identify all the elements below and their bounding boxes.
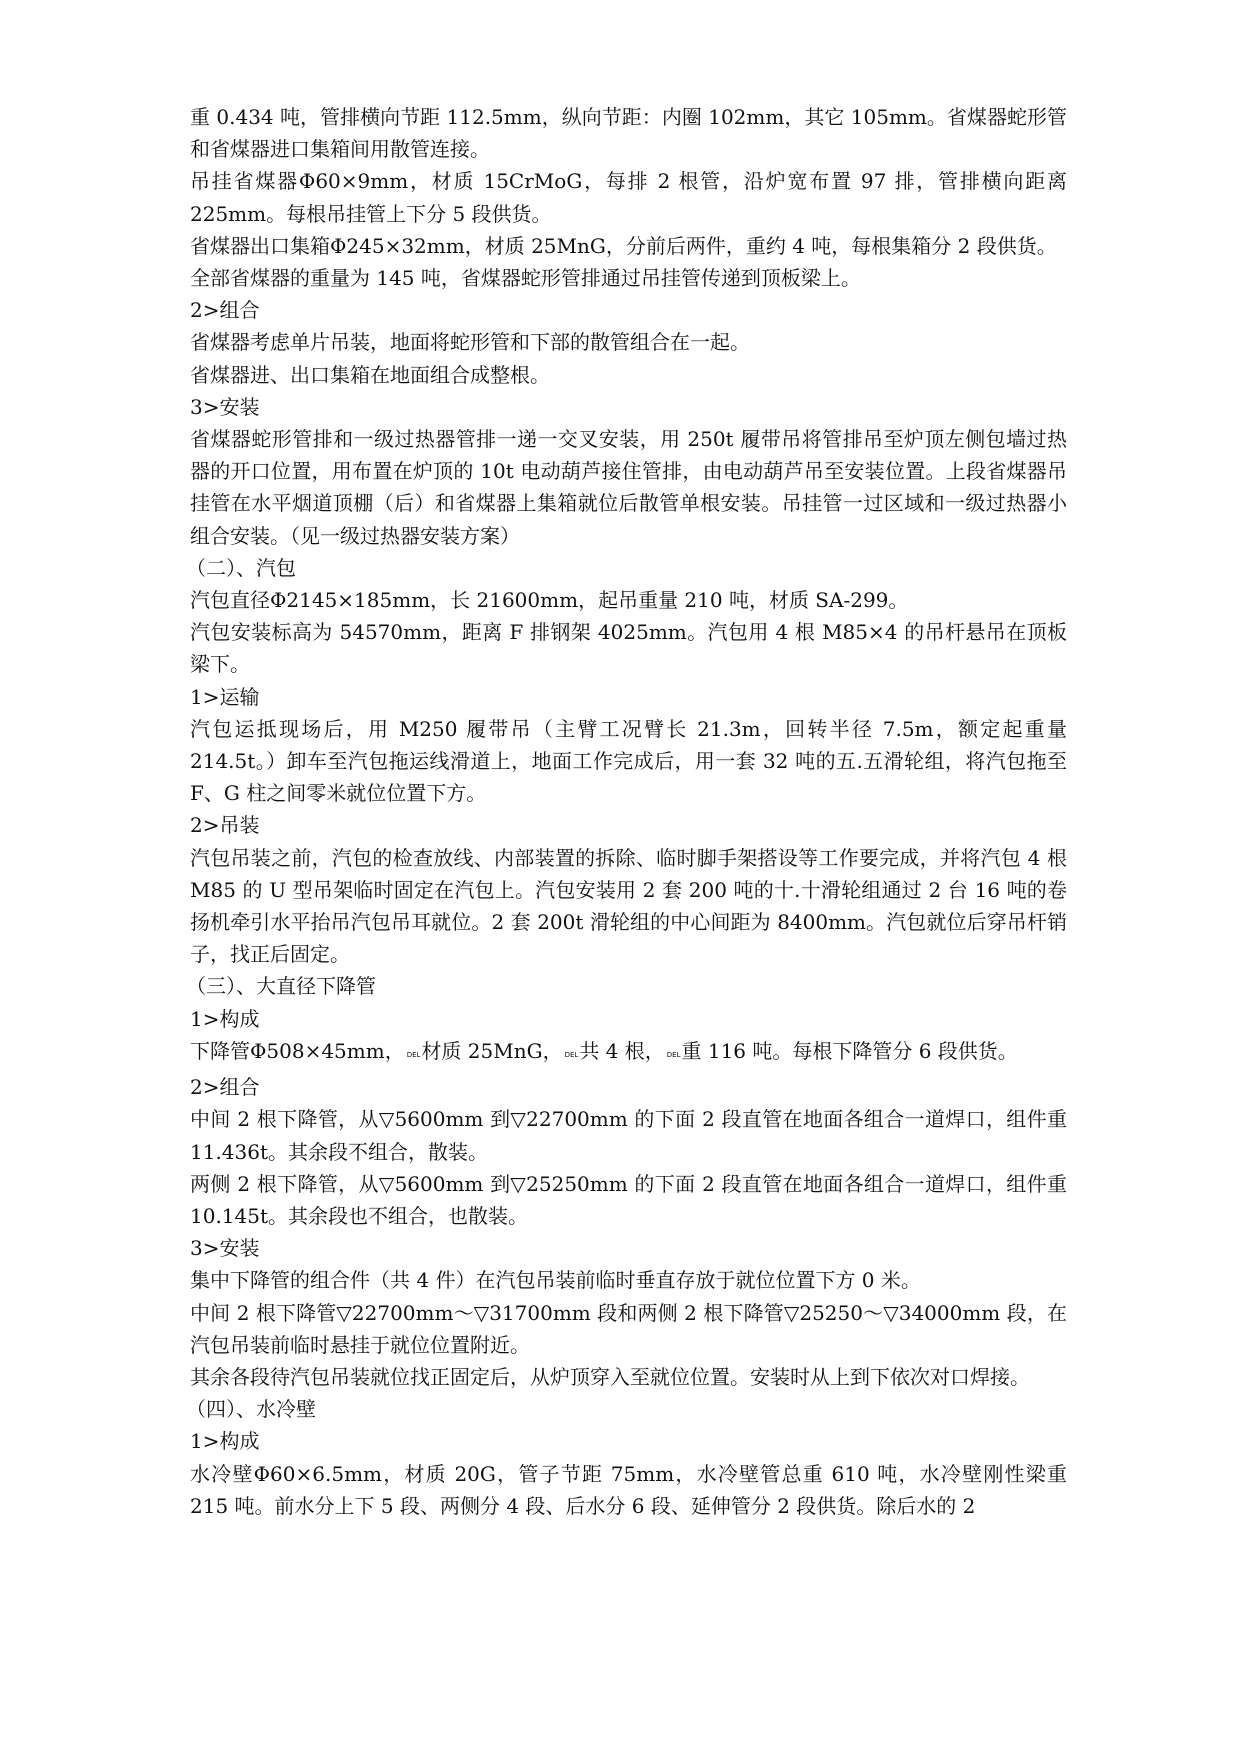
heading-installation: 3>安装 [190,1236,260,1261]
downcomer-text-2: 材质 25MnG， [421,1038,563,1063]
paragraph-economizer-total-weight: 全部省煤器的重量为 145 吨，省煤器蛇形管排通过吊挂管传递到顶板梁上。 [190,266,861,291]
paragraph-downcomer-welding: 其余各段待汽包吊装就位找正固定后，从炉顶穿入至就位位置。安装时从上到下依次对口焊接。 [190,1364,1030,1389]
paragraph-downcomer-hanging: 中间 2 根下降管▽22700mm～▽31700mm 段和两侧 2 根下降管▽25250～▽34000mm 段，在汽包吊装前临时悬挂于就位位置附近。 [190,1300,1067,1357]
downcomer-text-1: 下降管Φ508×45mm， [190,1038,405,1063]
heading-transport: 1>运输 [190,684,260,709]
paragraph-drum-specs: 汽包直径Φ2145×185mm，长 21600mm，起吊重量 210 吨，材质 SA-299。 [190,588,909,613]
heading-lifting: 2>吊装 [190,813,260,838]
document-body [186,101,1067,1522]
paragraph-drum-lifting: 汽包吊装之前，汽包的检查放线、内部装置的拆除、临时脚手架搭设等工作要完成，并将汽包 4 根 M85 的 U 型吊架临时固定在汽包上。汽包安装用 2 套 200 吨的十.十滑轮组通过 2 台 16 吨的卷扬机牵引水平抬吊汽包吊耳就位。2 套 200t 滑轮组的中心间距为 8400mm。汽包就位后穿吊杆销子，找正后固定。 [190,845,1067,967]
heading-composition: 1>构成 [190,1006,260,1031]
paragraph-hanging-economizer: 吊挂省煤器Φ60×9mm，材质 15CrMoG，每排 2 根管，沿炉宽布置 97 排，管排横向距离 225mm。每根吊挂管上下分 5 段供货。 [190,169,1067,226]
del-mark: DEL [666,1050,681,1059]
section-heading-waterwall: （四）、水冷壁 [186,1397,316,1422]
paragraph-downcomer-middle: 中间 2 根下降管，从▽5600mm 到▽22700mm 的下面 2 段直管在地面各组合一道焊口，组件重 11.436t。其余段不组合，散装。 [190,1107,1067,1164]
section-heading-downcomer: （三）、大直径下降管 [186,974,376,999]
heading-assembly: 2>组合 [190,1075,260,1100]
paragraph-drum-transport: 汽包运抵现场后，用 M250 履带吊（主臂工况臂长 21.3m，回转半径 7.5m，额定起重量 214.5t。）卸车至汽包拖运线滑道上，地面工作完成后，用一套 32 吨的五.五滑轮组，将汽包拖至 F、G 柱之间零米就位位置下方。 [190,716,1067,806]
paragraph-assembly-headers: 省煤器进、出口集箱在地面组合成整根。 [190,362,550,387]
paragraph-drum-elevation: 汽包安装标高为 54570mm，距离 F 排钢架 4025mm。汽包用 4 根 M85×4 的吊杆悬吊在顶板梁下。 [190,620,1067,677]
paragraph-downcomer-specs [190,1035,1067,1071]
paragraph-downcomer-storage: 集中下降管的组合件（共 4 件）在汽包吊装前临时垂直存放于就位位置下方 0 米。 [190,1268,921,1293]
heading-composition: 1>构成 [190,1429,260,1454]
downcomer-text-4: 重 116 吨。每根下降管分 6 段供货。 [681,1038,1018,1063]
del-mark: DEL [406,1050,421,1059]
section-heading-drum: （二）、汽包 [186,555,296,580]
paragraph-economizer-weight: 重 0.434 吨，管排横向节距 112.5mm，纵向节距：内圈 102mm，其它 105mm。省煤器蛇形管和省煤器进口集箱间用散管连接。 [190,105,1067,162]
paragraph-economizer-outlet-header: 省煤器出口集箱Φ245×32mm，材质 25MnG，分前后两件，重约 4 吨，每根集箱分 2 段供货。 [190,233,1057,258]
paragraph-installation-economizer: 省煤器蛇形管排和一级过热器管排一递一交叉安装，用 250t 履带吊将管排吊至炉顶左侧包墙过热器的开口位置，用布置在炉顶的 10t 电动葫芦接住管排，由电动葫芦吊至安装位置。上段省煤器吊挂管在水平烟道顶棚（后）和省煤器上集箱就位后散管单根安装。吊挂管一过区域和一级过热器小组合安装。（见一级过热器安装方案） [190,427,1067,548]
paragraph-downcomer-sides: 两侧 2 根下降管，从▽5600mm 到▽25250mm 的下面 2 段直管在地面各组合一道焊口，组件重 10.145t。其余段也不组合，也散装。 [190,1171,1067,1228]
paragraph-waterwall-specs: 水冷壁Φ60×6.5mm，材质 20G，管子节距 75mm，水冷壁管总重 610 吨，水冷壁刚性梁重 215 吨。前水分上下 5 段、两侧分 4 段、后水分 6 段、延伸管分 2 段供货。除后水的 2 [190,1461,1067,1518]
del-mark: DEL [564,1050,579,1059]
paragraph-assembly-single-piece: 省煤器考虑单片吊装，地面将蛇形管和下部的散管组合在一起。 [190,330,750,355]
heading-installation: 3>安装 [190,394,260,419]
heading-assembly: 2>组合 [190,298,260,323]
downcomer-text-3: 共 4 根， [579,1038,665,1063]
